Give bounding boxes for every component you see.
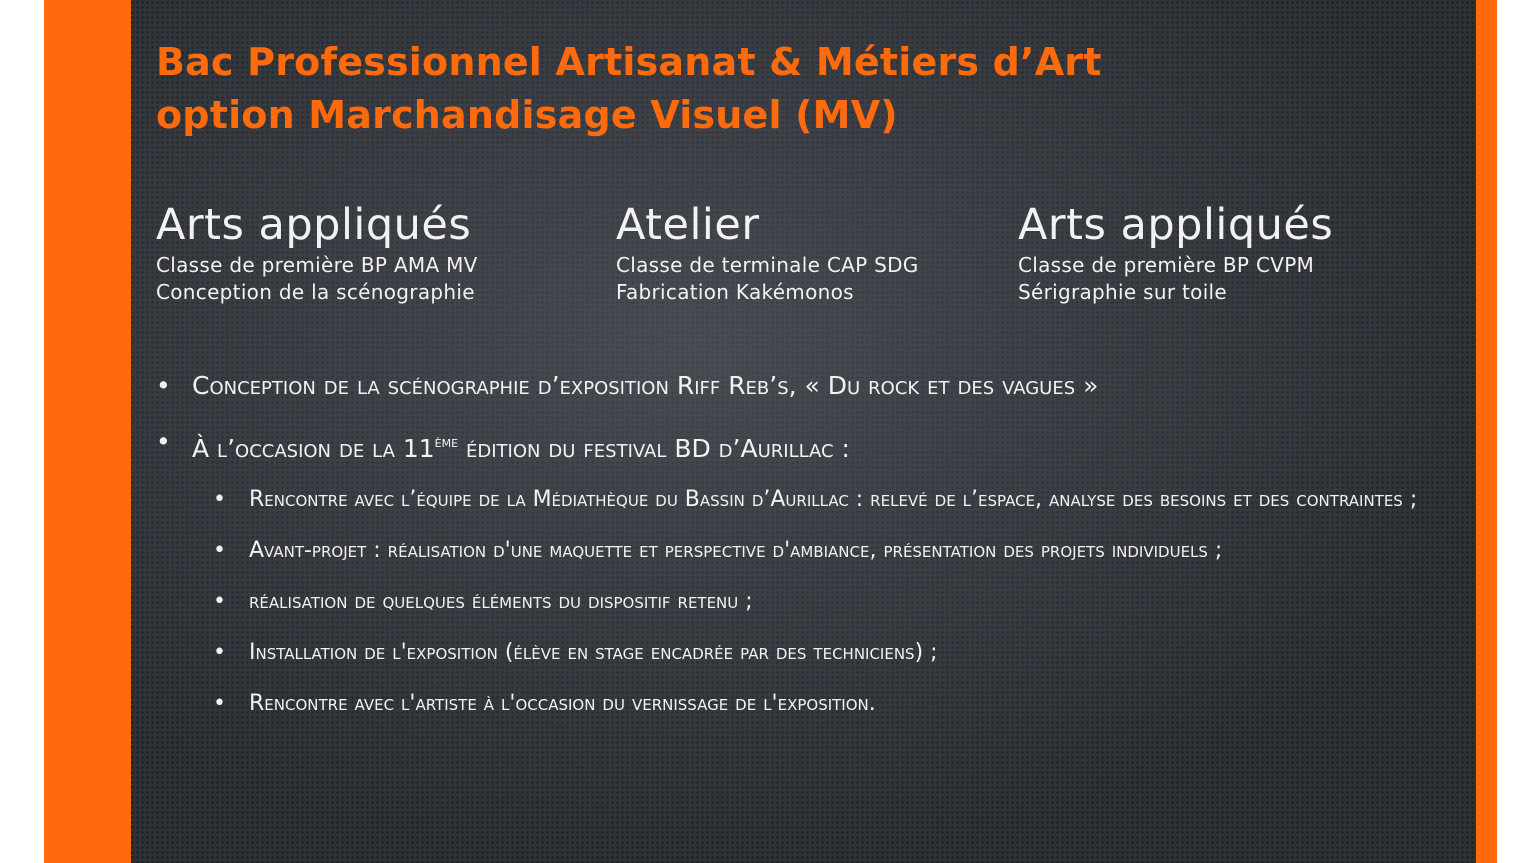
list-item-text [192,434,850,463]
bullet-icon: • [213,589,226,614]
column-heading: Arts appliqués [1018,200,1334,250]
sub-list-item-text: Installation de l'exposition (élève en stage encadrée par des techniciens) ; [249,640,938,665]
column-atelier [616,198,919,306]
text-after-ordinal: édition du festival BD d’Aurillac : [458,434,850,463]
right-orange-band [1476,0,1497,863]
bullet-icon: • [156,371,171,400]
column-arts-appliques-ama [156,198,478,306]
column-heading: Atelier [616,200,760,250]
bullet-icon: • [213,640,226,665]
title-line-2: option Marchandisage Visuel (MV) [156,93,898,137]
sub-list-item [156,636,1456,670]
title-line-1: Bac Professionnel Artisanat & Métiers d’Art [156,40,1102,84]
bullet-icon: • [213,691,226,716]
column-task: Sérigraphie sur toile [1018,280,1228,304]
list-item [156,420,1456,471]
bullet-icon: • [213,487,226,512]
column-class: Classe de première BP AMA MV [156,253,478,277]
column-heading: Arts appliqués [156,200,472,250]
left-white-band [0,0,44,863]
column-task: Fabrication Kakémonos [616,280,854,304]
right-white-band [1497,0,1534,863]
sub-list-item [156,585,1456,619]
column-arts-appliques-cvpm [1018,198,1333,306]
slide-title [156,36,1356,142]
sub-list-item [156,483,1456,517]
text-before-ordinal: À l’occasion de la 11 [192,434,435,463]
sub-list-item-text: Rencontre avec l’équipe de la Médiathèque du Bassin d’Aurillac : relevé de l’espace, analyse des besoins et des contraintes ; [249,487,1418,512]
column-task: Conception de la scénographie [156,280,475,304]
list-item [156,364,1456,408]
sub-list-item [156,687,1456,721]
bullet-list [156,364,1456,721]
column-class: Classe de première BP CVPM [1018,253,1315,277]
column-class: Classe de terminale CAP SDG [616,253,919,277]
sub-list-item-text: Avant-projet : réalisation d'une maquette et perspective d'ambiance, présentation des projets individuels ; [249,538,1223,563]
left-orange-band [44,0,131,863]
ordinal-superscript: ème [434,433,459,451]
sub-list-item-text: réalisation de quelques éléments du dispositif retenu ; [249,589,753,614]
bullet-icon: • [156,427,171,456]
list-item-text: Conception de la scénographie d’exposition Riff Reb’s, « Du rock et des vagues » [192,371,1099,400]
bullet-icon: • [213,538,226,563]
sub-list-item [156,534,1456,568]
sub-list-item-text: Rencontre avec l'artiste à l'occasion du vernissage de l'exposition. [249,691,876,716]
